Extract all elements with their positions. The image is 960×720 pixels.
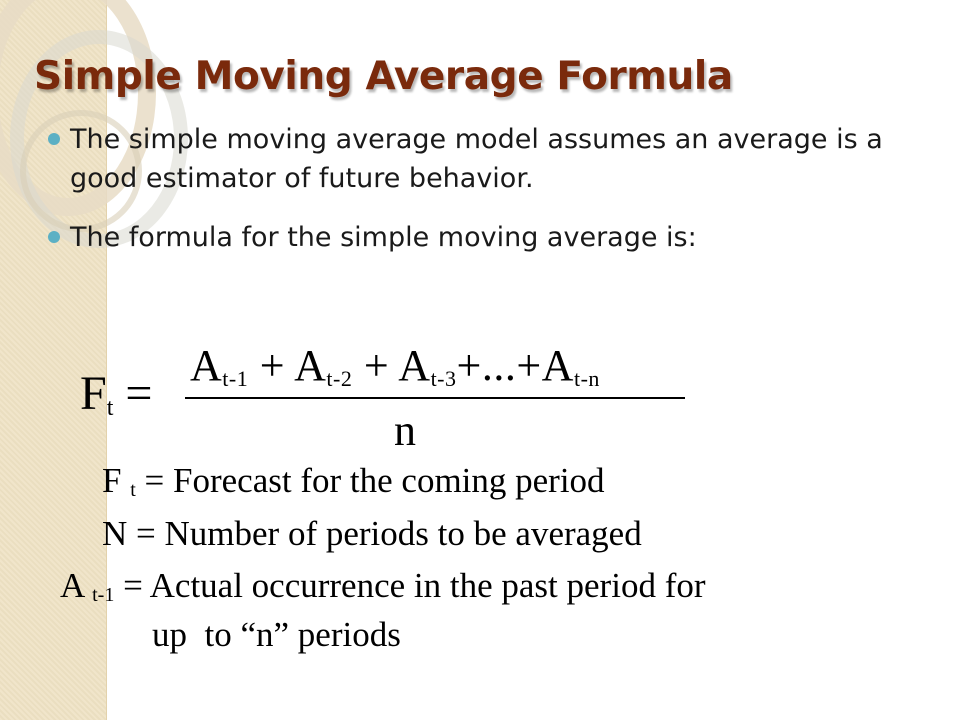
bullet-dot-icon: [48, 133, 60, 145]
definition-text: = Forecast for the coming period: [144, 461, 605, 500]
slide-title: Simple Moving Average Formula: [34, 54, 733, 99]
formula-equals: =: [125, 367, 153, 420]
formula-plus: +: [363, 341, 390, 390]
formula-term-symbol: A: [190, 341, 223, 390]
definition-text: = Number of periods to be averaged: [136, 514, 642, 553]
bullet-list: [40, 120, 920, 277]
definition-line: [102, 460, 605, 507]
formula-denominator: n: [394, 406, 416, 455]
formula-lhs-symbol: F: [80, 367, 107, 420]
formula-term-symbol: A: [398, 341, 431, 390]
bullet-item: [40, 218, 920, 257]
definition-subscript: t: [130, 479, 136, 501]
formula-term-subscript: t-2: [326, 366, 353, 391]
definition-symbol: N: [102, 514, 128, 553]
formula-term-symbol: A: [541, 341, 574, 390]
formula-plus: +: [259, 341, 286, 390]
definition-continuation: up to “n” periods: [152, 615, 401, 654]
bullet-text: The formula for the simple moving average is:: [70, 222, 697, 253]
formula-lhs: [80, 366, 152, 421]
definition-text: = Actual occurrence in the past period for: [123, 566, 706, 605]
formula-plus: +: [456, 341, 482, 390]
bullet-dot-icon: [48, 231, 60, 243]
formula-term-subscript: t-1: [222, 366, 249, 391]
formula-numerator: [190, 340, 600, 391]
formula-term-symbol: A: [294, 341, 327, 390]
formula-term-subscript: t-n: [573, 366, 600, 391]
definition-subscript: t-1: [92, 584, 115, 606]
definition-symbol: F: [102, 461, 122, 500]
bullet-text: The simple moving average model assumes an average is a good estimator of future behavior.: [70, 124, 883, 194]
formula-term-subscript: t-3: [430, 366, 457, 391]
formula-lhs-subscript: t: [106, 395, 114, 421]
formula-plus: +: [516, 341, 542, 390]
formula-ellipsis: ...: [481, 341, 517, 390]
definition-symbol: A: [60, 566, 84, 605]
definition-line: [60, 565, 706, 612]
definition-line: [102, 513, 642, 555]
bullet-item: [40, 120, 920, 198]
fraction-bar: [185, 397, 685, 399]
